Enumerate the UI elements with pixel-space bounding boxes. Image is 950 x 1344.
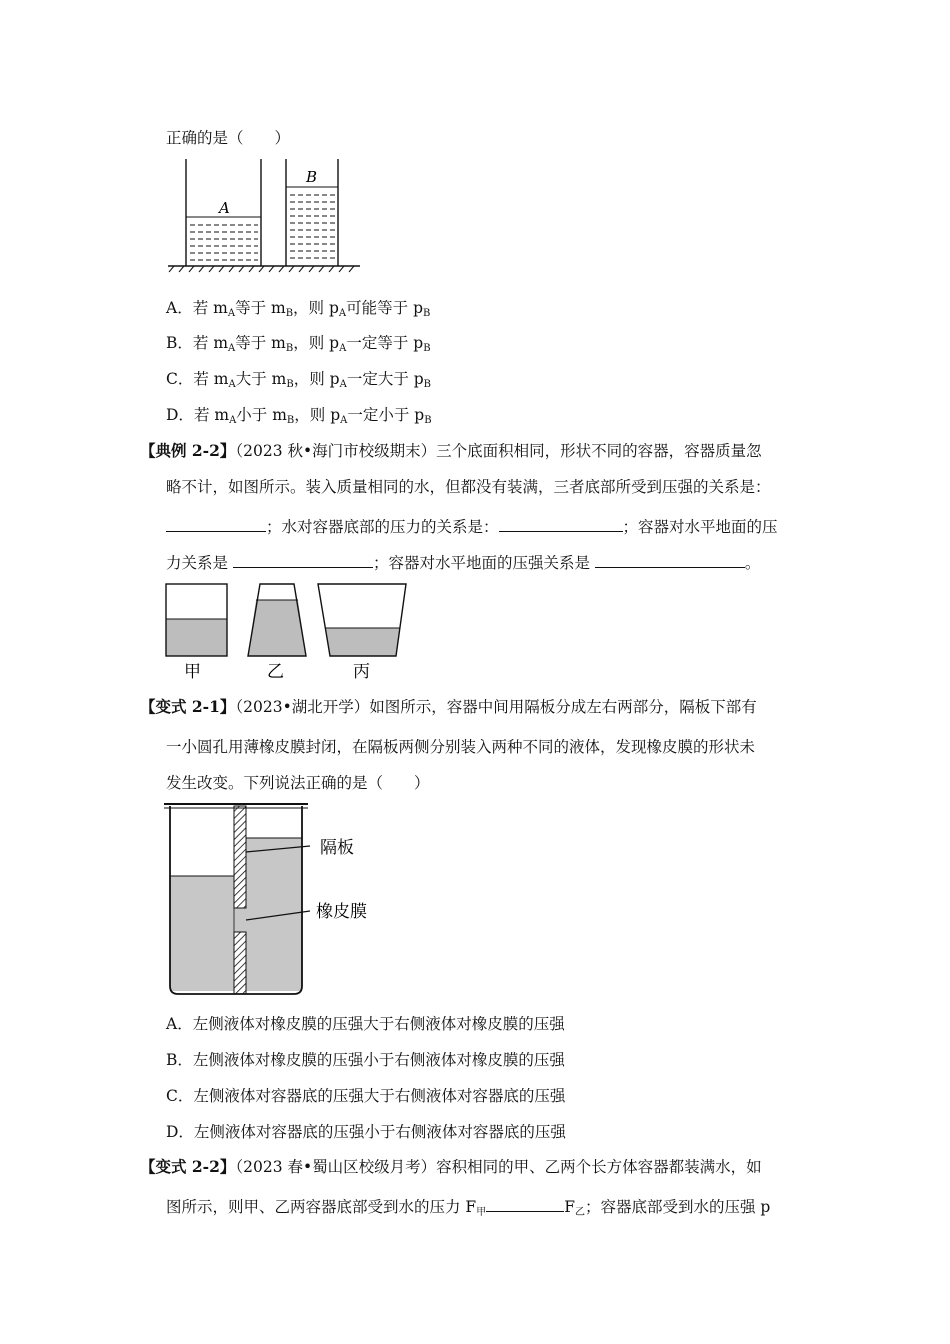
subscript: A (340, 415, 348, 426)
q1-stem-tail: 正确的是（ ） (166, 129, 291, 147)
answer-blank-1[interactable] (166, 517, 266, 532)
subscript: B (423, 308, 431, 319)
subscript: A (339, 379, 347, 390)
q2-text: （2023 秋•海门市校级期末）三个底面积相同，形状不同的容器，容器质量忽 (235, 442, 762, 460)
option-text: 若 m (193, 370, 229, 388)
option-text: 可能等于 p (346, 299, 423, 317)
q3-option-d[interactable]: D．左侧液体对容器底的压强小于右侧液体对容器底的压强 (166, 1123, 566, 1141)
q2-text: ；容器对水平地面的压 (622, 518, 778, 536)
q2-text: ；容器对水平地面的压强关系是 (372, 554, 590, 572)
q3-text: （2023•湖北开学）如图所示，容器中间用隔板分成左右两部分，隔板下部有 (235, 698, 757, 716)
option-text: 一定小于 p (347, 406, 425, 424)
container-bing (318, 584, 406, 656)
q2-tag: 【典例 2-2】 (140, 441, 236, 460)
subscript: B (423, 379, 432, 390)
q4-text: （2023 春•蜀山区校级月考）容积相同的甲、乙两个长方体容器都装满水，如 (235, 1158, 762, 1176)
option-text: 若 m (193, 406, 230, 424)
option-text: 若 m (192, 299, 228, 317)
subscript: 甲 (476, 1207, 487, 1218)
q1-option-c[interactable] (166, 369, 431, 395)
label-partition: 隔板 (320, 838, 354, 858)
subscript: A (338, 308, 347, 319)
partition (234, 806, 246, 908)
option-text: 小于 m (236, 406, 287, 424)
answer-blank-3[interactable] (233, 553, 373, 568)
q4-text: 图所示，则甲、乙两容器底部受到水的压力 F (166, 1198, 477, 1216)
caption-jia: 甲 (184, 662, 201, 682)
subscript: A (229, 415, 237, 426)
q4-line-1 (140, 1157, 762, 1177)
option-text: 等于 m (235, 299, 286, 317)
option-text: 一定等于 p (346, 334, 424, 352)
container-a (186, 159, 261, 266)
option-text: 若 m (192, 334, 229, 352)
q3-option-b[interactable]: B．左侧液体对橡皮膜的压强小于右侧液体对橡皮膜的压强 (166, 1051, 565, 1069)
option-letter: B． (166, 334, 193, 352)
q4-tag: 【变式 2-2】 (140, 1157, 236, 1176)
container-yi (248, 584, 306, 656)
option-letter: D． (166, 406, 194, 424)
answer-blank-5[interactable] (486, 1197, 564, 1212)
answer-blank-2[interactable] (499, 517, 623, 532)
q1-figure-containers (160, 155, 370, 273)
q3-figure-partition-container (160, 800, 380, 1000)
q1-option-b[interactable] (166, 333, 431, 359)
option-letter: C． (166, 370, 194, 388)
q2-line-4 (166, 553, 760, 573)
subscript: B (285, 308, 294, 319)
subscript: B (285, 343, 294, 354)
label-a: A (219, 199, 230, 217)
option-text: 等于 m (235, 334, 286, 352)
q3-line-1 (140, 697, 757, 717)
option-text: ，则 p (293, 334, 340, 352)
option-letter: A． (166, 299, 193, 317)
left-liquid (170, 876, 234, 991)
subscript: 乙 (574, 1207, 585, 1218)
option-text: ，则 p (293, 299, 339, 317)
container-jia (166, 584, 227, 656)
q2-line-2: 略不计，如图所示。装入质量相同的水，但都没有装满，三者底部所受到压强的关系是： (166, 478, 771, 496)
q1-option-d[interactable] (166, 405, 432, 431)
q4-text: ；容器底部受到水的压强 p (584, 1198, 771, 1216)
q2-text: 。 (744, 554, 761, 572)
q2-figure-three-containers (160, 580, 420, 682)
subscript: A (228, 343, 236, 354)
subscript: B (423, 343, 431, 354)
q1-option-a[interactable] (166, 298, 430, 324)
right-liquid (246, 838, 302, 991)
q4-line-2 (166, 1197, 770, 1223)
subscript: A (227, 308, 236, 319)
subscript: B (286, 379, 294, 390)
caption-yi: 乙 (267, 662, 284, 682)
label-membrane: 橡皮膜 (316, 902, 367, 922)
option-text: ，则 p (293, 370, 340, 388)
option-text: 大于 m (235, 370, 287, 388)
q3-line-2: 一小圆孔用薄橡皮膜封闭，在隔板两侧分别装入两种不同的液体，发现橡皮膜的形状未 (166, 738, 756, 756)
label-b: B (306, 168, 318, 186)
q3-tag: 【变式 2-1】 (140, 697, 236, 716)
answer-blank-4[interactable] (595, 553, 745, 568)
q2-line-3 (166, 517, 778, 537)
subscript: A (339, 343, 347, 354)
q3-option-a[interactable]: A．左侧液体对橡皮膜的压强大于右侧液体对橡皮膜的压强 (166, 1015, 565, 1033)
q2-text: ；水对容器底部的压力的关系是： (266, 518, 499, 536)
subscript: A (228, 379, 236, 390)
option-text: ，则 p (294, 406, 341, 424)
subscript: B (424, 415, 432, 426)
container-b (286, 159, 338, 266)
q3-option-c[interactable]: C．左侧液体对容器底的压强大于右侧液体对容器底的压强 (166, 1087, 566, 1105)
option-text: 一定大于 p (346, 370, 424, 388)
q2-line-1 (140, 441, 762, 461)
subscript: B (286, 415, 295, 426)
caption-bing: 丙 (353, 662, 370, 682)
q2-text: 力关系是 (166, 554, 229, 572)
q4-text: F (564, 1198, 575, 1216)
q3-line-3: 发生改变。下列说法正确的是（ ） (166, 774, 430, 792)
